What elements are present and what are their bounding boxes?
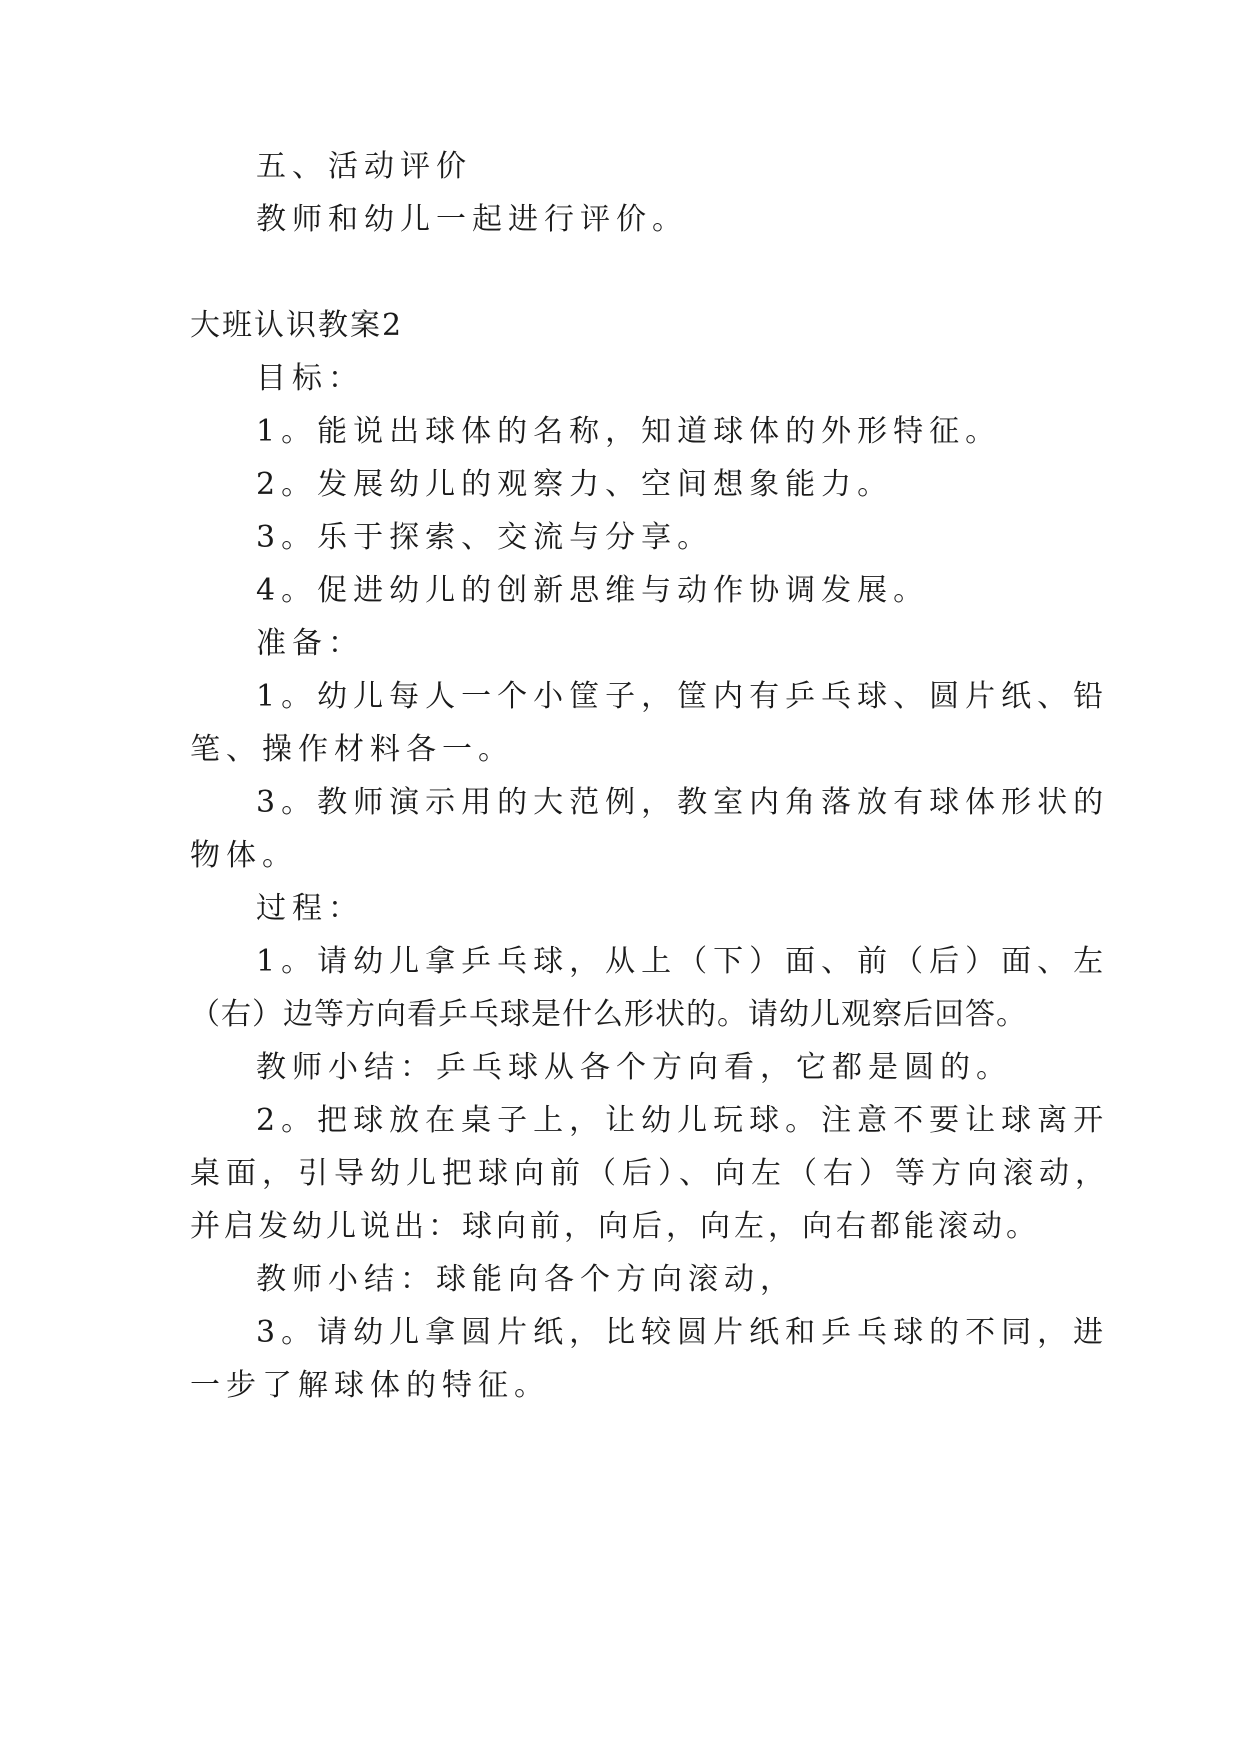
process-step-line: 2。把球放在桌子上，让幼儿玩球。注意不要让球离开 bbox=[256, 1103, 1110, 1138]
process-label: 过程： bbox=[256, 891, 364, 926]
section-title: 五、活动评价 bbox=[256, 149, 472, 184]
paragraph: 教师和幼儿一起进行评价。 bbox=[256, 202, 688, 237]
prep-item-line: 物体。 bbox=[190, 838, 298, 873]
prep-item-line: 笔、操作材料各一。 bbox=[190, 732, 514, 767]
goal-item: 3。乐于探索、交流与分享。 bbox=[256, 520, 714, 555]
goal-item: 2。发展幼儿的观察力、空间想象能力。 bbox=[256, 467, 894, 502]
goal-item: 4。促进幼儿的创新思维与动作协调发展。 bbox=[256, 573, 930, 608]
process-step-line: （右）边等方向看乒乓球是什么形状的。请幼儿观察后回答。 bbox=[190, 997, 1027, 1032]
process-step-line: 3。请幼儿拿圆片纸，比较圆片纸和乒乓球的不同，进 bbox=[256, 1315, 1110, 1350]
lesson-heading: 大班认识教案2 bbox=[190, 308, 404, 343]
prep-item-line: 3。教师演示用的大范例，教室内角落放有球体形状的 bbox=[256, 785, 1110, 820]
summary: 教师小结：乒乓球从各个方向看，它都是圆的。 bbox=[256, 1050, 1012, 1085]
goal-item: 1。能说出球体的名称，知道球体的外形特征。 bbox=[256, 414, 1002, 449]
process-step-line: 1。请幼儿拿乒乓球，从上（下）面、前（后）面、左 bbox=[256, 944, 1110, 979]
summary: 教师小结：球能向各个方向滚动， bbox=[256, 1262, 796, 1297]
prep-item-line: 1。幼儿每人一个小筐子，筐内有乒乓球、圆片纸、铅 bbox=[256, 679, 1110, 714]
process-step-line: 并启发幼儿说出：球向前，向后，向左，向右都能滚动。 bbox=[190, 1209, 1040, 1244]
process-step-line: 桌面，引导幼儿把球向前（后）、向左（右）等方向滚动， bbox=[190, 1156, 1111, 1191]
goals-label: 目标： bbox=[256, 361, 364, 396]
prep-label: 准备： bbox=[256, 626, 364, 661]
process-step-line: 一步了解球体的特征。 bbox=[190, 1368, 550, 1403]
